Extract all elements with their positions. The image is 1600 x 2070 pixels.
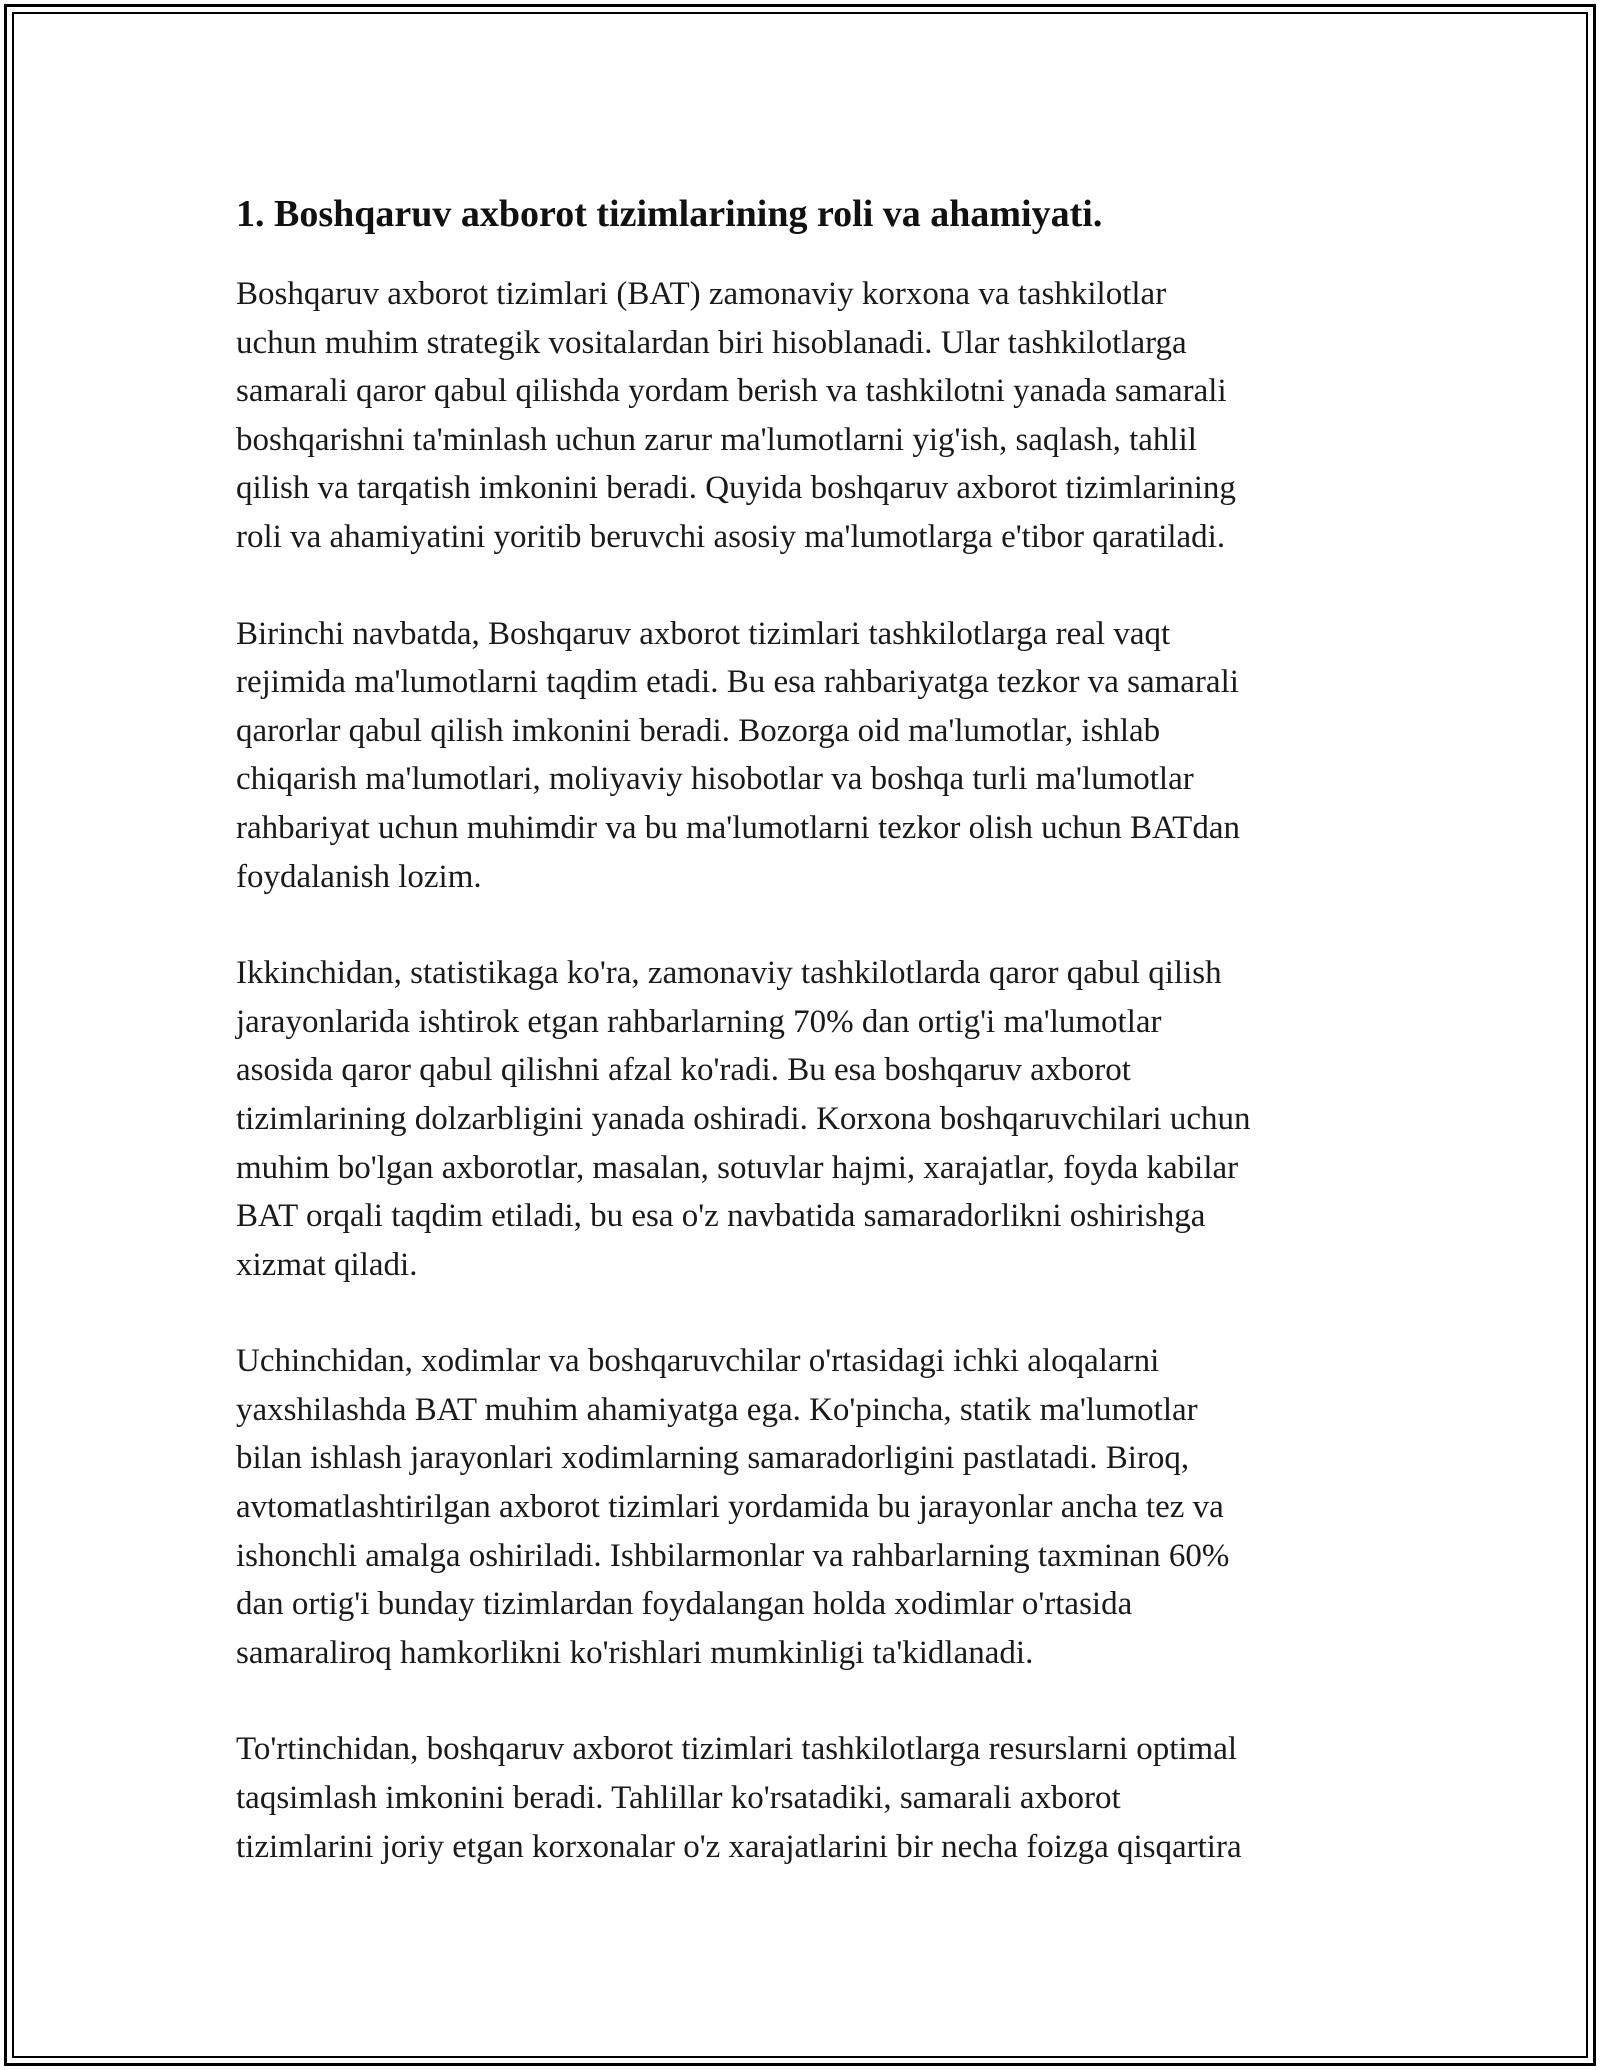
text-line: boshqarishni ta'minlash uchun zarur ma'lumotlarni yig'ish, saqlash, tahlil bbox=[236, 421, 1197, 458]
text-line: Birinchi navbatda, Boshqaruv axborot tizimlari tashkilotlarga real vaqt bbox=[236, 615, 1171, 652]
text-line: rejimida ma'lumotlarni taqdim etadi. Bu esa rahbariyatga tezkor va samarali bbox=[236, 664, 1239, 701]
text-line: taqsimlash imkonini beradi. Tahlillar ko'rsatadiki, samarali axborot bbox=[236, 1780, 1121, 1817]
text-line: roli va ahamiyatini yoritib beruvchi asosiy ma'lumotlarga e'tibor qaratiladi. bbox=[236, 518, 1226, 555]
text-line: dan ortig'i bunday tizimlardan foydalangan holda xodimlar o'rtasida bbox=[236, 1586, 1133, 1623]
text-line: xizmat qiladi. bbox=[236, 1246, 418, 1283]
paragraph-first-point bbox=[236, 610, 1366, 902]
text-line: tizimlarini joriy etgan korxonalar o'z xarajatlarini bir necha foizga qisqartira bbox=[236, 1828, 1242, 1865]
text-line: tizimlarining dolzarbligini yanada oshiradi. Korxona boshqaruvchilari uchun bbox=[236, 1100, 1251, 1137]
text-line: asosida qaror qabul qilishni afzal ko'radi. Bu esa boshqaruv axborot bbox=[236, 1052, 1131, 1089]
paragraph-intro bbox=[236, 270, 1366, 562]
paragraph-second-point bbox=[236, 949, 1366, 1289]
text-line: avtomatlashtirilgan axborot tizimlari yordamida bu jarayonlar ancha tez va bbox=[236, 1489, 1224, 1526]
document-body bbox=[236, 188, 1366, 1919]
text-line: chiqarish ma'lumotlari, moliyaviy hisobotlar va boshqa turli ma'lumotlar bbox=[236, 761, 1194, 798]
text-line: foydalanish lozim. bbox=[236, 858, 482, 895]
text-line: bilan ishlash jarayonlari xodimlarning samaradorligini pastlatadi. Biroq, bbox=[236, 1440, 1190, 1477]
text-line: To'rtinchidan, boshqaruv axborot tizimlari tashkilotlarga resurslarni optimal bbox=[236, 1731, 1238, 1768]
text-line: Boshqaruv axborot tizimlari (BAT) zamonaviy korxona va tashkilotlar bbox=[236, 276, 1167, 312]
text-line: Ikkinchidan, statistikaga ko'ra, zamonaviy tashkilotlarda qaror qabul qilish bbox=[236, 955, 1222, 992]
text-line: qarorlar qabul qilish imkonini beradi. Bozorga oid ma'lumotlar, ishlab bbox=[236, 712, 1161, 749]
text-line: ishonchli amalga oshiriladi. Ishbilarmonlar va rahbarlarning taxminan 60% bbox=[236, 1537, 1230, 1574]
text-line: muhim bo'lgan axborotlar, masalan, sotuvlar hajmi, xarajatlar, foyda kabilar bbox=[236, 1149, 1239, 1186]
text-line: yaxshilashda BAT muhim ahamiyatga ega. Ko'pincha, statik ma'lumotlar bbox=[236, 1391, 1198, 1428]
paragraph-third-point bbox=[236, 1337, 1366, 1677]
text-line: samarali qaror qabul qilishda yordam berish va tashkilotni yanada samarali bbox=[236, 373, 1227, 410]
paragraph-fourth-point bbox=[236, 1725, 1366, 1871]
text-line: Uchinchidan, xodimlar va boshqaruvchilar o'rtasidagi ichki aloqalarni bbox=[236, 1343, 1160, 1380]
text-line: BAT orqali taqdim etiladi, bu esa o'z navbatida samaradorlikni oshirishga bbox=[236, 1198, 1206, 1235]
text-line: jarayonlarida ishtirok etgan rahbarlarning 70% dan ortig'i ma'lumotlar bbox=[236, 1003, 1162, 1040]
text-line: uchun muhim strategik vositalardan biri hisoblanadi. Ular tashkilotlarga bbox=[236, 324, 1187, 361]
text-line: rahbariyat uchun muhimdir va bu ma'lumotlarni tezkor olish uchun BATdan bbox=[236, 809, 1240, 846]
section-title: 1. Boshqaruv axborot tizimlarining roli va ahamiyati. bbox=[236, 193, 1103, 235]
text-line: qilish va tarqatish imkonini beradi. Quyida boshqaruv axborot tizimlarining bbox=[236, 470, 1236, 507]
text-line: samaraliroq hamkorlikni ko'rishlari mumkinligi ta'kidlanadi. bbox=[236, 1634, 1034, 1671]
